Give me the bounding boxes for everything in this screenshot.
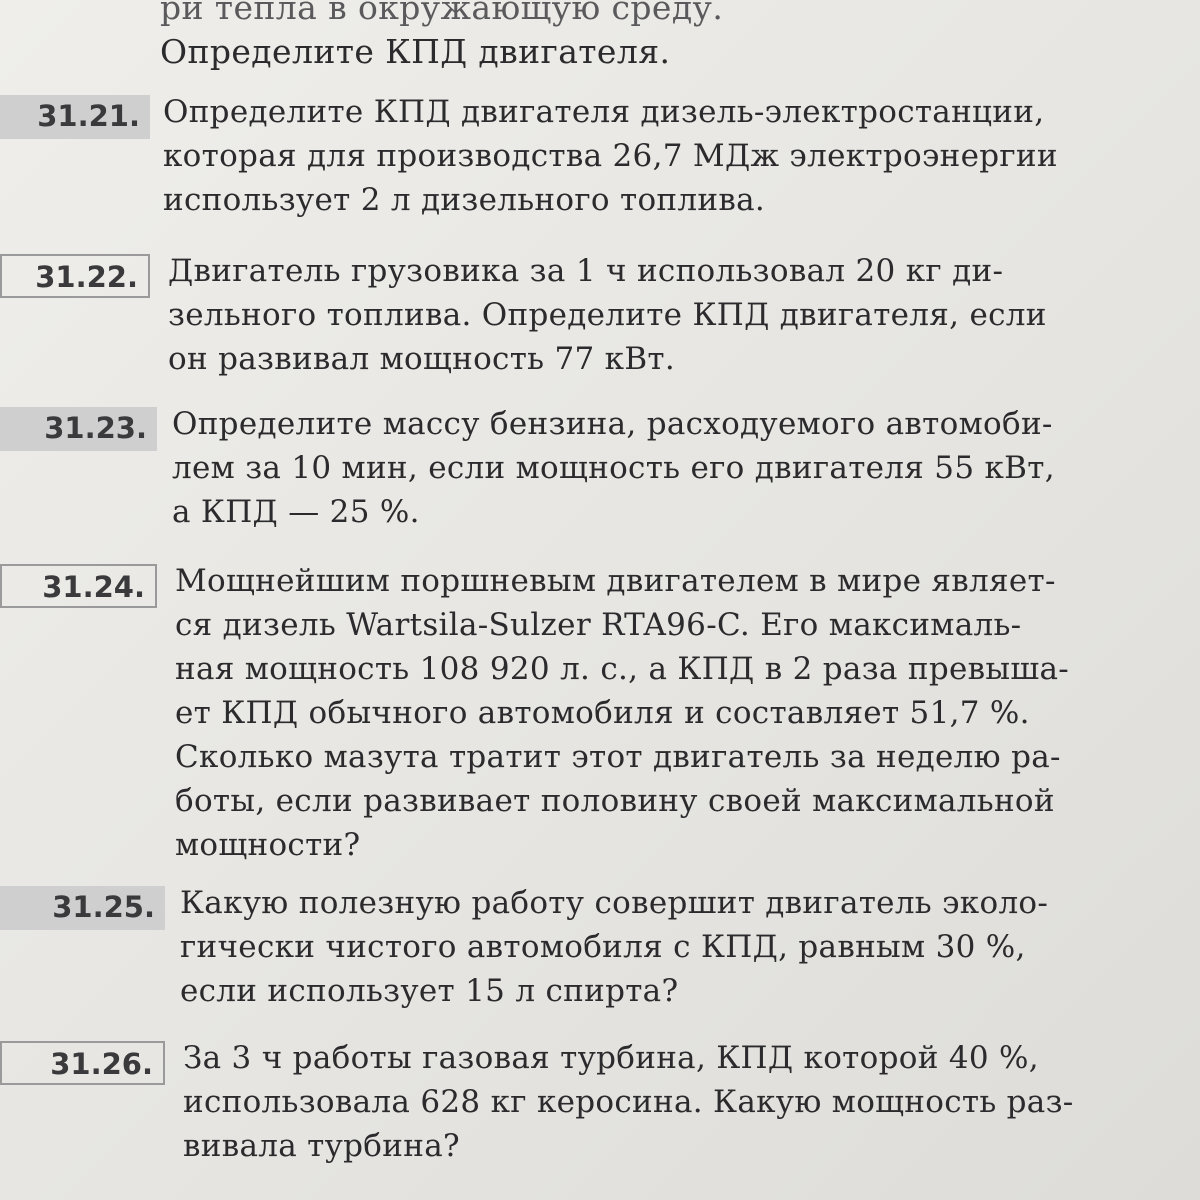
text-line: ри тепла в окружающую среду. — [160, 0, 724, 27]
text-line: которая для производства 26,7 МДж электроэнергии — [163, 138, 1058, 174]
text-line: мощности? — [175, 827, 361, 863]
text-line: он развивал мощность 77 кВт. — [168, 341, 676, 377]
problem-text — [172, 402, 1055, 534]
text-line: За 3 ч работы газовая турбина, КПД которой 40 %, — [183, 1040, 1039, 1076]
problem-number-box — [0, 407, 157, 451]
text-line: гически чистого автомобиля с КПД, равным 30 %, — [180, 929, 1026, 965]
text-line: Сколько мазута тратит этот двигатель за неделю ра- — [175, 739, 1061, 775]
text-line: Мощнейшим поршневым двигателем в мире являет- — [175, 563, 1056, 599]
text-line: зельного топлива. Определите КПД двигателя, если — [168, 297, 1047, 333]
problem-text — [163, 90, 1058, 222]
text-line: использовала 628 кг керосина. Какую мощность раз- — [183, 1084, 1074, 1120]
problem-number: 31.26. — [50, 1047, 153, 1081]
text-line: ет КПД обычного автомобиля и составляет 51,7 %. — [175, 695, 1030, 731]
problem-number-box — [0, 886, 165, 930]
text-line: ная мощность 108 920 л. с., а КПД в 2 раза превыша- — [175, 651, 1070, 687]
text-line: Какую полезную работу совершит двигатель эколо- — [180, 885, 1049, 921]
text-line: ся дизель Wartsila-Sulzer RTA96-C. Его максималь- — [175, 607, 1022, 643]
text-line: вивала турбина? — [183, 1128, 460, 1164]
problem-number-box — [0, 254, 150, 298]
intro-text — [160, 0, 723, 74]
text-line: боты, если развивает половину своей максимальной — [175, 783, 1055, 819]
text-line: Двигатель грузовика за 1 ч использовал 20 кг ди- — [168, 253, 1004, 289]
text-line: лем за 10 мин, если мощность его двигателя 55 кВт, — [172, 450, 1055, 486]
text-line: Определите КПД двигателя дизель-электростанции, — [163, 94, 1045, 130]
problem-text — [183, 1036, 1074, 1168]
problem-number: 31.25. — [52, 890, 155, 924]
text-line: использует 2 л дизельного топлива. — [163, 182, 766, 218]
text-line: Определите КПД двигателя. — [160, 32, 671, 71]
text-line: а КПД — 25 %. — [172, 494, 420, 530]
problem-number-box — [0, 564, 157, 608]
problem-number-box — [0, 1041, 165, 1085]
problem-number-box — [0, 95, 150, 139]
problem-number: 31.22. — [35, 260, 138, 294]
text-line: Определите массу бензина, расходуемого автомоби- — [172, 406, 1053, 442]
problem-text — [175, 559, 1069, 867]
problem-text — [180, 881, 1048, 1013]
problem-text — [168, 249, 1047, 381]
text-line: если использует 15 л спирта? — [180, 973, 679, 1009]
problem-number: 31.23. — [44, 411, 147, 445]
problem-number: 31.21. — [37, 99, 140, 133]
problem-number: 31.24. — [42, 570, 145, 604]
